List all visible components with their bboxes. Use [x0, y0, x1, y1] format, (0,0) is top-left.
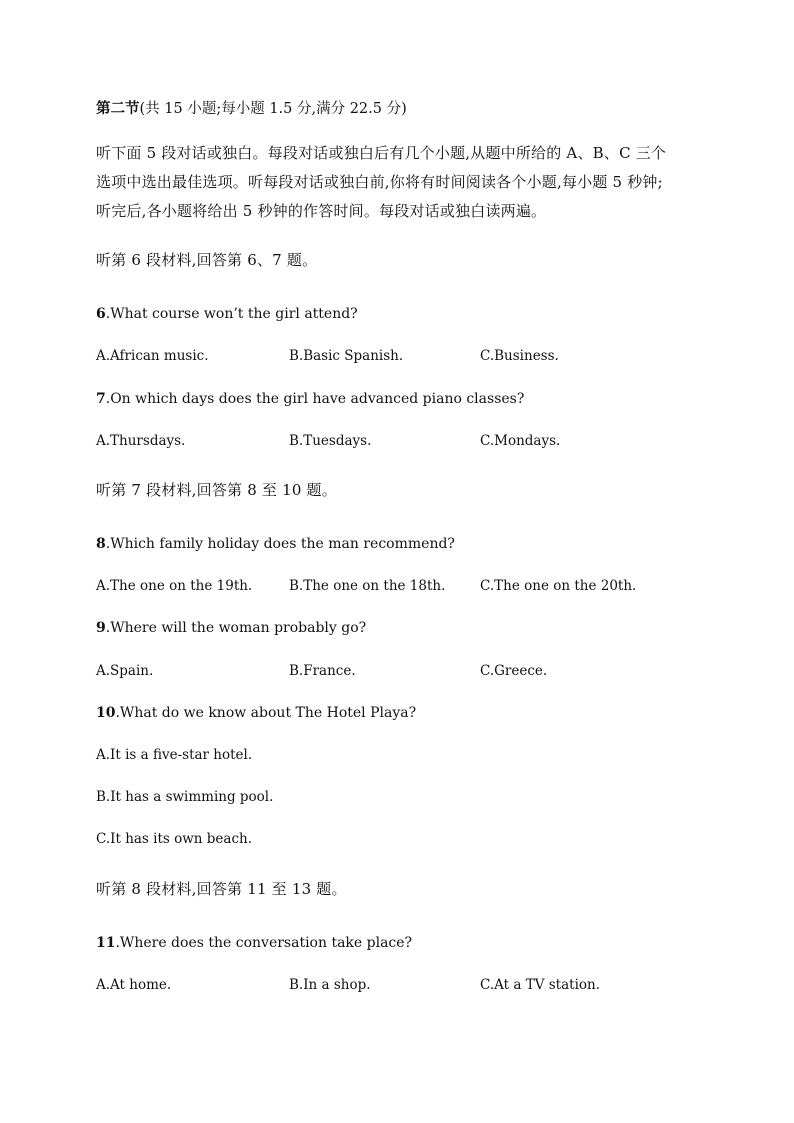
group-heading: 听第 7 段材料,回答第 8 至 10 题。	[96, 481, 337, 499]
option-a: A.At home.	[96, 977, 172, 993]
option-c: C.At a TV station.	[480, 977, 601, 993]
option-a: A.It is a five-star hotel.	[96, 747, 253, 763]
option-b: B.Tuesdays.	[289, 433, 372, 449]
option-a: A.The one on the 19th.	[96, 578, 253, 594]
group-heading: 听第 6 段材料,回答第 6、7 题。	[96, 251, 318, 269]
question-number: 9	[96, 620, 106, 636]
option-c: C.Mondays.	[480, 433, 561, 449]
question-10	[96, 703, 416, 723]
question-6	[96, 304, 358, 324]
question-number: 11	[96, 935, 116, 951]
instruction-line: 听完后,各小题将给出 5 秒钟的作答时间。每段对话或独白读两遍。	[96, 202, 547, 220]
option-a: A.Thursdays.	[96, 433, 186, 449]
section-title-detail: (共 15 小题;每小题 1.5 分,满分 22.5 分)	[139, 101, 407, 117]
section-title	[96, 99, 407, 119]
option-c: C.Business.	[480, 348, 559, 364]
option-c: C.The one on the 20th.	[480, 578, 637, 594]
group-heading: 听第 8 段材料,回答第 11 至 13 题。	[96, 880, 347, 898]
option-b: B.It has a swimming pool.	[96, 789, 274, 805]
question-text: .Where does the conversation take place?	[115, 935, 413, 951]
question-number: 6	[96, 306, 106, 322]
question-text: .What do we know about The Hotel Playa?	[115, 705, 417, 721]
question-11	[96, 933, 412, 953]
question-text: .What course won’t the girl attend?	[105, 306, 358, 322]
question-number: 8	[96, 536, 106, 552]
option-b: B.Basic Spanish.	[289, 348, 404, 364]
option-b: B.France.	[289, 663, 356, 679]
question-9	[96, 618, 366, 638]
question-7	[96, 389, 524, 409]
question-8	[96, 534, 455, 554]
question-text: .Which family holiday does the man recommend?	[105, 536, 455, 552]
option-b: B.In a shop.	[289, 977, 371, 993]
instruction-line: 听下面 5 段对话或独白。每段对话或独白后有几个小题,从题中所给的 A、B、C 三个	[96, 144, 667, 162]
question-number: 7	[96, 391, 106, 407]
option-c: C.It has its own beach.	[96, 831, 253, 847]
question-text: .Where will the woman probably go?	[105, 620, 367, 636]
section-title-bold: 第二节	[96, 100, 140, 117]
question-text: .On which days does the girl have advanced piano classes?	[105, 391, 525, 407]
option-a: A.Spain.	[96, 663, 154, 679]
option-b: B.The one on the 18th.	[289, 578, 446, 594]
option-a: A.African music.	[96, 348, 209, 364]
option-c: C.Greece.	[480, 663, 548, 679]
instruction-line: 选项中选出最佳选项。听每段对话或独白前,你将有时间阅读各个小题,每小题 5 秒钟;	[96, 173, 663, 191]
question-number: 10	[96, 705, 116, 721]
